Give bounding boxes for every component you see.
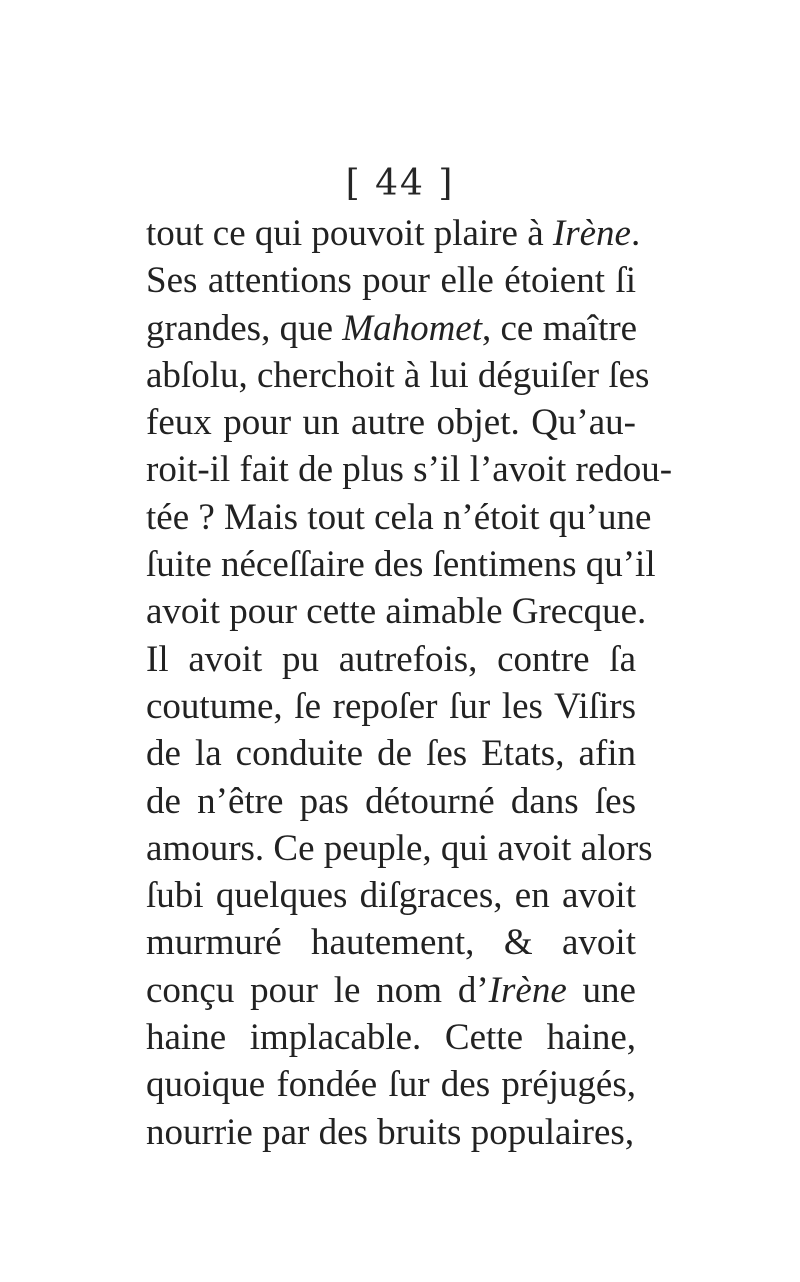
text-run: quoique fondée ſur des préjugés, — [146, 1064, 636, 1106]
text-line — [146, 494, 652, 541]
text-run: une — [566, 969, 636, 1011]
text-line — [146, 730, 636, 777]
text-run: feux pour un autre objet. Qu’au- — [146, 402, 636, 444]
text-run: Il avoit pu autrefois, contre ſa — [146, 638, 636, 680]
body-text — [146, 210, 673, 1156]
text-line — [146, 541, 656, 588]
text-run: ſubi quelques diſgraces, en avoit — [146, 875, 636, 917]
text-run: roit-il fait de plus s’il l’avoit redou- — [146, 449, 673, 491]
text-line — [146, 1061, 636, 1108]
text-run: tée ? Mais tout cela n’étoit qu’une — [146, 496, 652, 538]
text-run: amours. Ce peuple, qui avoit alors — [146, 827, 653, 869]
text-run: de n’être pas détourné dans ſes — [146, 780, 636, 822]
text-run: Ses attentions pour elle étoient ſi — [146, 260, 636, 302]
text-run: murmuré hautement, & avoit — [146, 922, 636, 964]
text-line — [146, 399, 636, 446]
text-run: coutume, ſe repoſer ſur les Viſirs — [146, 685, 636, 727]
text-run: conçu pour le nom d’ — [146, 969, 489, 1011]
text-line — [146, 352, 650, 399]
text-run: ſuite néceſſaire des ſentimens qu’il — [146, 544, 656, 586]
text-line — [146, 778, 636, 825]
text-run: avoit pour cette aimable Grecque. — [146, 591, 647, 633]
text-line — [146, 257, 636, 304]
text-line — [146, 1109, 636, 1156]
text-line — [146, 446, 673, 493]
text-line — [146, 919, 636, 966]
text-run: . — [630, 213, 641, 254]
italic-name: Irène — [552, 213, 631, 254]
text-run: haine implacable. Cette haine, — [146, 1017, 636, 1059]
page-number: [ 44 ] — [345, 163, 455, 204]
italic-name: Mahomet — [342, 307, 482, 349]
text-run: grandes, que — [146, 307, 343, 349]
text-line — [146, 825, 653, 872]
text-run: tout ce qui pouvoit plaire à — [146, 213, 553, 254]
text-run: nourrie par des bruits populaires, — [146, 1111, 635, 1153]
text-line — [146, 588, 647, 635]
text-run: de la conduite de ſes Etats, afin — [146, 733, 636, 775]
text-line — [146, 1014, 636, 1061]
text-line — [146, 305, 636, 352]
text-run: abſolu, cherchoit à lui déguiſer ſes — [146, 354, 650, 396]
text-line — [146, 636, 636, 683]
text-line — [146, 683, 636, 730]
text-line — [146, 967, 636, 1014]
italic-name: Irène — [488, 969, 567, 1011]
text-run: , ce maître — [482, 307, 638, 349]
text-line — [146, 210, 641, 257]
text-line — [146, 872, 636, 919]
